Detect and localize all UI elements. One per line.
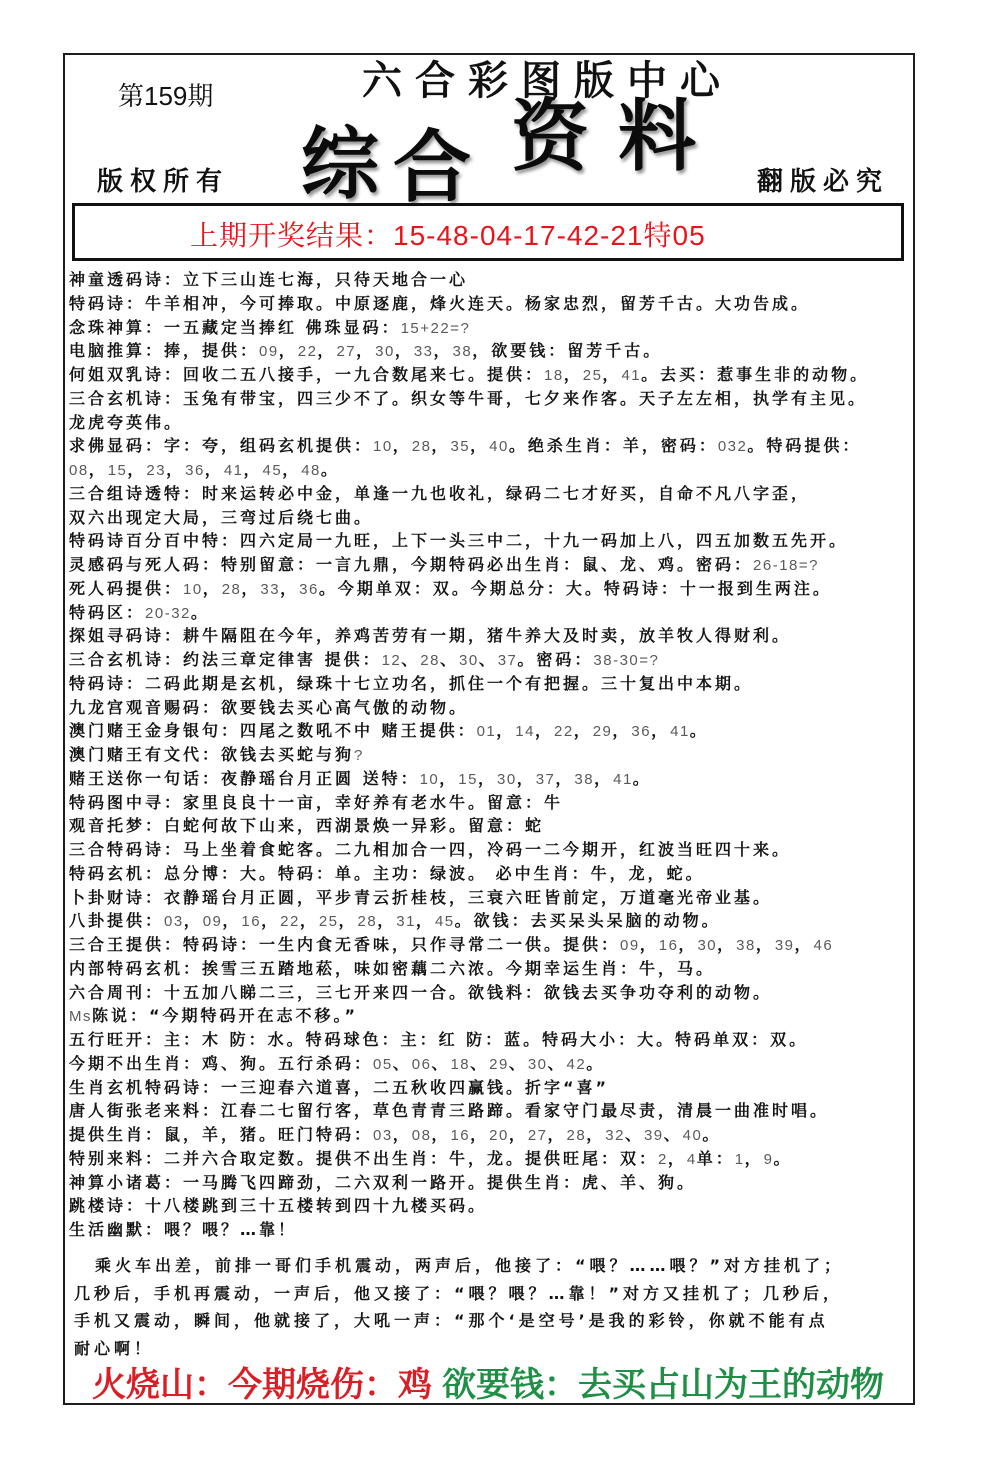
info-line xyxy=(69,1028,869,1052)
line-label: 三合玄机诗： xyxy=(69,650,184,669)
info-line xyxy=(69,434,869,458)
line-label: 赌王送你一句话： xyxy=(69,768,222,788)
line-label: 六合周刊： xyxy=(69,982,165,1002)
info-line xyxy=(69,624,869,648)
line-label: 特码诗百分百中特： xyxy=(69,531,241,551)
info-line xyxy=(69,529,869,553)
line-label: Ms陈说： xyxy=(69,1006,150,1026)
info-line xyxy=(69,814,869,838)
line-label: 死人码提供： xyxy=(69,578,184,598)
info-line xyxy=(69,672,869,696)
line-text: 二码此期是玄机，绿珠十七立功名，抓住一个有把握。三十复出中本期。 xyxy=(145,673,754,693)
info-lines xyxy=(69,268,869,1242)
big-title-char: 综 xyxy=(301,119,380,210)
line-label: 特码诗： xyxy=(69,293,146,313)
line-text: 03，09，16，22，25，28，31，45。欲钱：去买呆头呆脑的动物。 xyxy=(164,911,721,931)
info-line xyxy=(69,933,869,957)
humor-story xyxy=(74,1252,844,1363)
info-line xyxy=(69,696,869,720)
info-line xyxy=(69,648,869,672)
line-text: 喂？喂？…靠！ xyxy=(164,1220,298,1239)
big-title-char: 资 xyxy=(511,91,590,182)
line-text: 江春二七留行客，草色青青三路蹄。看家守门最尽责，清晨一曲准时唱。 xyxy=(221,1101,830,1121)
line-text: 耕牛隔阻在今年，养鸡苦劳有一期，猪牛养大及时卖，放羊牧人得财利。 xyxy=(183,626,792,646)
info-line xyxy=(69,577,869,601)
line-label: 神童透码诗： xyxy=(69,270,184,289)
info-line xyxy=(69,719,869,743)
line-label: 灵感码与死人码： xyxy=(69,555,222,574)
banner-red-text: 火烧山：今期烧伤：鸡 xyxy=(92,1365,432,1405)
info-line xyxy=(69,411,869,435)
line-label: 三合组诗透特： xyxy=(69,483,203,503)
line-text: “今期特码开在志不移。” xyxy=(149,1006,359,1026)
line-label: 何姐双乳诗： xyxy=(69,365,184,384)
line-label: 探姐寻码诗： xyxy=(69,626,184,646)
line-label: 观音托梦： xyxy=(69,816,165,836)
info-line xyxy=(69,363,869,387)
info-line xyxy=(69,506,869,530)
info-line xyxy=(69,458,869,482)
special-label: 特 xyxy=(643,220,673,251)
line-text: 08，15，23，36，41，45，48。 xyxy=(69,460,340,479)
line-text: 一马腾飞四蹄劲，二六双利一路开。提供生肖：虎、羊、狗。 xyxy=(183,1172,697,1192)
info-line xyxy=(69,909,869,933)
line-label: 生肖玄机特码诗： xyxy=(69,1077,222,1097)
info-line xyxy=(69,838,869,862)
line-label: 特别来料： xyxy=(69,1148,165,1168)
line-text: 一五藏定当捧红 佛珠显码：15+22=? xyxy=(164,317,471,337)
line-text: 立下三山连七海，只待天地合一心 xyxy=(183,270,469,289)
line-text: 四六定局一九旺，上下一头三中二，十九一码加上八，四五加数五先开。 xyxy=(240,531,849,551)
info-line xyxy=(69,268,869,292)
line-text: 夜静瑶台月正圆 送特：10，15，30，37，38，41。 xyxy=(221,768,652,788)
info-line xyxy=(69,957,869,981)
line-text: 白蛇何故下山来，西湖景焕一异彩。留意：蛇 xyxy=(164,816,545,836)
info-line xyxy=(69,1099,869,1123)
info-line xyxy=(69,862,869,886)
info-line xyxy=(69,316,869,340)
line-label: 生活幽默： xyxy=(69,1220,165,1239)
line-text: 牛羊相冲，今可捧取。中原逐鹿，烽火连天。杨家忠烈，留芳千古。大功告成。 xyxy=(145,293,811,313)
info-line xyxy=(69,886,869,910)
info-line xyxy=(69,767,869,791)
line-text: 双六出现定大局，三弯过后绕七曲。 xyxy=(69,507,374,527)
copyright-right: 翻版必究 xyxy=(757,167,890,197)
info-line xyxy=(69,553,869,577)
bottom-banner xyxy=(92,1365,884,1405)
info-line xyxy=(69,1194,869,1218)
info-line xyxy=(69,339,869,363)
line-text: 欲要钱去买心高气傲的动物。 xyxy=(221,697,469,717)
line-label: 卜卦财诗： xyxy=(69,887,165,907)
line-label: 三合特码诗： xyxy=(69,840,184,859)
info-line xyxy=(69,981,869,1005)
copyright-left: 版权所有 xyxy=(97,167,230,197)
line-text: 龙虎夸英伟。 xyxy=(69,412,184,432)
line-text: 玉兔有带宝，四三少不了。织女等牛哥，七夕来作客。天子左左相，执学有主见。 xyxy=(183,388,868,408)
line-label: 唐人街张老来料： xyxy=(69,1101,222,1121)
info-line xyxy=(69,387,869,411)
line-label: 特码图中寻： xyxy=(69,792,184,812)
story-line: 几秒后，手机再震动，一声后，他又接了：“喂？喂？…靠！”对方又挂机了；几秒后， xyxy=(74,1283,844,1303)
info-line xyxy=(69,1052,869,1076)
line-label: 五行旺开： xyxy=(69,1030,165,1049)
line-label: 今期不出生肖： xyxy=(69,1053,203,1073)
line-text: 回收二五八接手，一九合数尾来七。提供：18，25，41。去买：惹事生非的动物。 xyxy=(183,365,870,384)
line-label: 念珠神算： xyxy=(69,317,165,337)
story-line: 乘火车出差，前排一哥们手机震动，两声后，他接了：“喂？……喂？”对方挂机了； xyxy=(95,1256,845,1275)
line-label: 电脑推算： xyxy=(69,341,165,361)
last-result xyxy=(190,221,706,251)
line-label: 提供生肖： xyxy=(69,1125,165,1144)
line-text: 总分博：大。特码：单。主功：绿波。 必中生肖：牛，龙，蛇。 xyxy=(164,863,705,883)
info-line xyxy=(69,1218,869,1242)
last-result-numbers: 15-48-04-17-42-21 xyxy=(393,220,644,251)
info-line xyxy=(69,1123,869,1147)
info-line xyxy=(69,1076,869,1100)
line-text: 马上坐着食蛇客。二九相加合一四，冷码一二今期开，红波当旺四十来。 xyxy=(183,840,792,859)
line-text: 鸡、狗。五行杀码：05、06、18、29、30、42。 xyxy=(202,1053,606,1073)
line-text: 欲钱去买蛇与狗? xyxy=(221,745,364,764)
line-text: 特码诗：一生内食无香味，只作寻常二一供。提供：09，16，30，38，39，46 xyxy=(183,935,834,954)
line-label: 澳门赌王金身银句： xyxy=(69,721,241,741)
line-text: 一三迎春六道喜，二五秋收四赢钱。折字“喜” xyxy=(221,1077,610,1097)
info-line xyxy=(69,1171,869,1195)
info-line xyxy=(69,791,869,815)
info-line xyxy=(69,601,869,625)
line-label: 澳门赌王有文代： xyxy=(69,745,222,764)
line-label: 特码诗： xyxy=(69,673,146,693)
line-label: 九龙宫观音赐码： xyxy=(69,697,222,717)
line-text: 家里良良十一亩，幸好养有老水牛。留意：牛 xyxy=(183,792,564,812)
line-text: 十五加八睇二三，三七开来四一合。欲钱料：欲钱去买争功夺利的动物。 xyxy=(164,982,773,1002)
line-label: 内部特码玄机： xyxy=(69,958,203,978)
line-label: 八卦提供： xyxy=(69,911,165,931)
line-text: 挨雪三五踏地菘，味如密藕二六浓。今期幸运生肖：牛，马。 xyxy=(202,958,716,978)
line-text: 鼠，羊，猪。旺门特码：03，08，16，20，27，28，32、39、40。 xyxy=(164,1125,722,1144)
line-text: 时来运转必中金，单逢一九也收礼，绿码二七才好买，自命不凡八字歪， xyxy=(202,483,811,503)
line-text: 10，28，33，36。今期单双：双。今期总分：大。特码诗：十一报到生两注。 xyxy=(183,578,832,598)
info-line xyxy=(69,1004,869,1028)
story-line: 耐心啊！ xyxy=(74,1339,155,1359)
banner-green-text: 欲要钱：去买占山为王的动物 xyxy=(442,1365,884,1405)
info-line xyxy=(69,743,869,767)
info-line xyxy=(69,482,869,506)
big-title-char: 料 xyxy=(618,91,697,182)
line-text: 四尾之数吼不中 赌王提供：01，14，22，29，36，41。 xyxy=(240,721,709,741)
line-label: 神算小诸葛： xyxy=(69,1172,184,1192)
line-text: 约法三章定律害 提供：12、28、30、37。密码：38-30=? xyxy=(183,650,660,669)
line-label: 三合玄机诗： xyxy=(69,388,184,408)
special-number: 05 xyxy=(672,220,706,251)
line-label: 跳楼诗： xyxy=(69,1196,146,1216)
publisher-name: 六合彩图版中心 xyxy=(362,57,733,104)
big-title-char: 合 xyxy=(393,122,472,213)
story-line: 手机又震动，瞬间，他就接了，大吼一声：“那个‘是空号’是我的彩铃，你就不能有点 xyxy=(74,1311,829,1331)
line-text: 二并六合取定数。提供不出生肖：牛，龙。提供旺尾：双：2，4单：1，9。 xyxy=(164,1148,793,1168)
line-label: 求佛显码： xyxy=(69,436,165,456)
line-text: 字：夸，组码玄机提供：10，28，35，40。绝杀生肖：羊，密码：032。特码提供： xyxy=(164,436,862,456)
line-text: 衣静瑶台月正圆，平步青云折桂枝，三衰六旺皆前定，万道毫光帝业基。 xyxy=(164,887,773,907)
issue-number: 第159期 xyxy=(118,81,214,111)
last-result-label: 上期开奖结果： xyxy=(190,220,394,251)
line-label: 三合王提供： xyxy=(69,935,184,954)
line-text: 特别留意：一言九鼎，今期特码必出生肖：鼠、龙、鸡。密码：26-18=? xyxy=(221,555,819,574)
line-label: 特码玄机： xyxy=(69,863,165,883)
info-line xyxy=(69,1147,869,1171)
line-text: 捧，提供：09，22，27，30，33，38，欲要钱：留芳千古。 xyxy=(164,341,663,361)
line-text: 20-32。 xyxy=(145,602,210,622)
line-text: 十八楼跳到三十五楼转到四十九楼买码。 xyxy=(145,1196,488,1216)
info-line xyxy=(69,292,869,316)
line-text: 主：木 防：水。特码球色：主：红 防：蓝。特码大小：大。特码单双：双。 xyxy=(164,1030,809,1049)
line-label: 特码区： xyxy=(69,602,146,622)
